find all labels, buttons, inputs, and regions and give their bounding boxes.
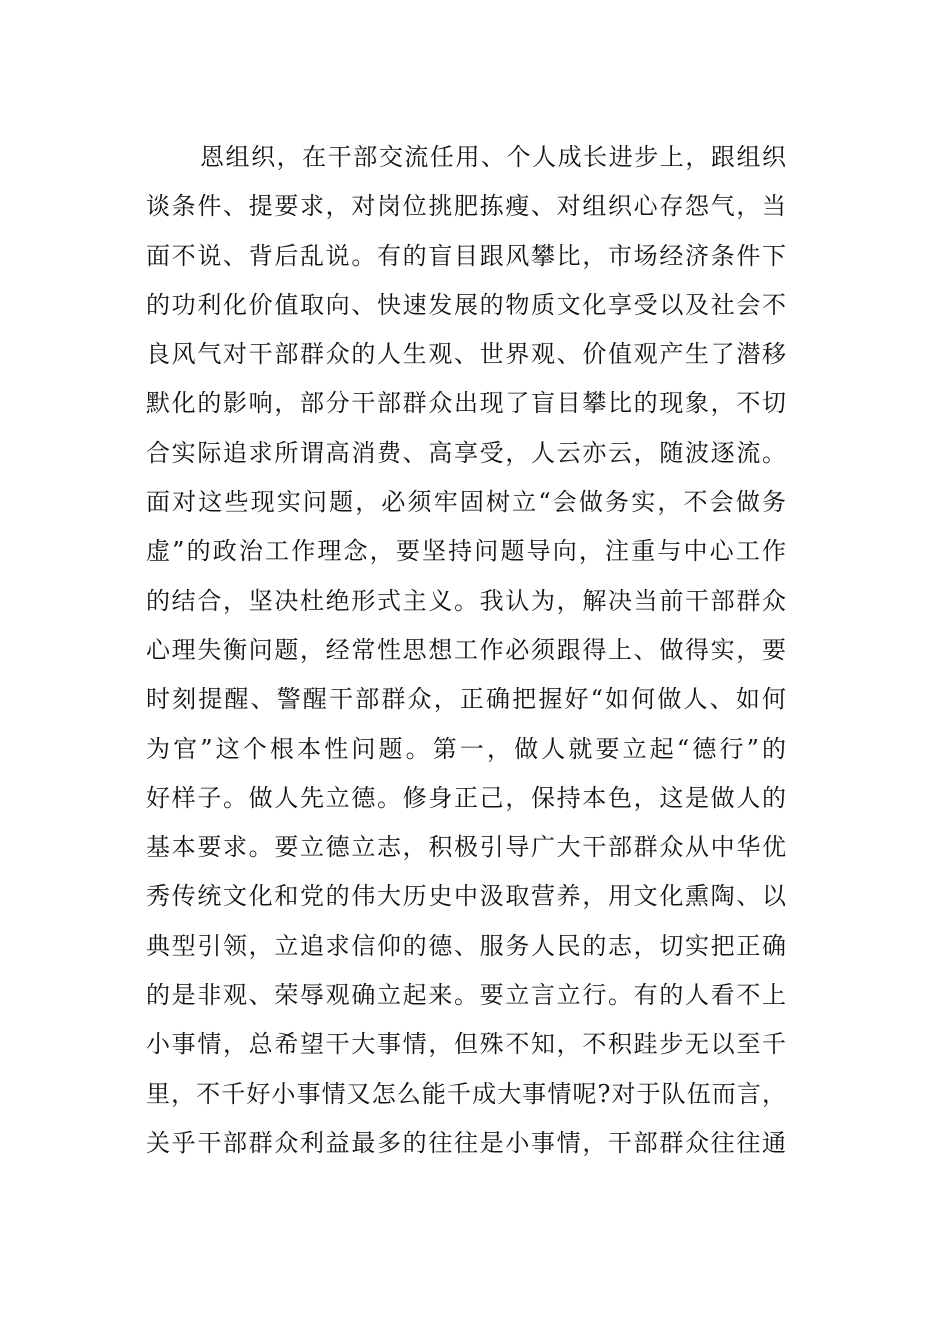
text-line: 典型引领，立追求信仰的德、服务人民的志，切实把正确	[146, 931, 786, 960]
text-line: 默化的影响，部分干部群众出现了盲目攀比的现象，不切	[146, 389, 786, 418]
text-line: 小事情，总希望干大事情，但殊不知，不积跬步无以至千	[146, 1030, 786, 1059]
text-line: 的功利化价值取向、快速发展的物质文化享受以及社会不	[146, 290, 786, 319]
text-line: 里，不千好小事情又怎么能千成大事情呢?对于队伍而言，	[146, 1079, 786, 1108]
text-line: 基本要求。要立德立志，积极引导广大干部群众从中华优	[146, 833, 786, 862]
text-line: 的结合，坚决杜绝形式主义。我认为，解决当前干部群众	[146, 586, 786, 615]
body-paragraph	[146, 133, 786, 1168]
text-line: 谈条件、提要求，对岗位挑肥拣瘦、对组织心存怨气，当	[146, 192, 786, 221]
text-line: 的是非观、荣辱观确立起来。要立言立行。有的人看不上	[146, 981, 786, 1010]
text-line: 好样子。做人先立德。修身正己，保持本色，这是做人的	[146, 783, 786, 812]
text-line: 面对这些现实问题，必须牢固树立“会做务实，不会做务	[146, 488, 786, 517]
text-line: 关乎干部群众利益最多的往往是小事情，干部群众往往通	[146, 1128, 786, 1157]
text-line: 时刻提醒、警醒干部群众，正确把握好“如何做人、如何	[146, 685, 786, 714]
text-line: 虚”的政治工作理念，要坚持问题导向，注重与中心工作	[146, 537, 786, 566]
text-line: 秀传统文化和党的伟大历史中汲取营养，用文化熏陶、以	[146, 882, 786, 911]
text-line: 为官”这个根本性问题。第一，做人就要立起“德行”的	[146, 734, 786, 763]
text-line: 恩组织，在干部交流任用、个人成长进步上，跟组织	[200, 143, 786, 171]
text-line: 心理失衡问题，经常性思想工作必须跟得上、做得实，要	[146, 635, 786, 664]
text-line: 合实际追求所谓高消费、高享受，人云亦云，随波逐流。	[146, 438, 786, 467]
text-line: 面不说、背后乱说。有的盲目跟风攀比，市场经济条件下	[146, 241, 786, 270]
text-line: 良风气对干部群众的人生观、世界观、价值观产生了潜移	[146, 340, 786, 369]
